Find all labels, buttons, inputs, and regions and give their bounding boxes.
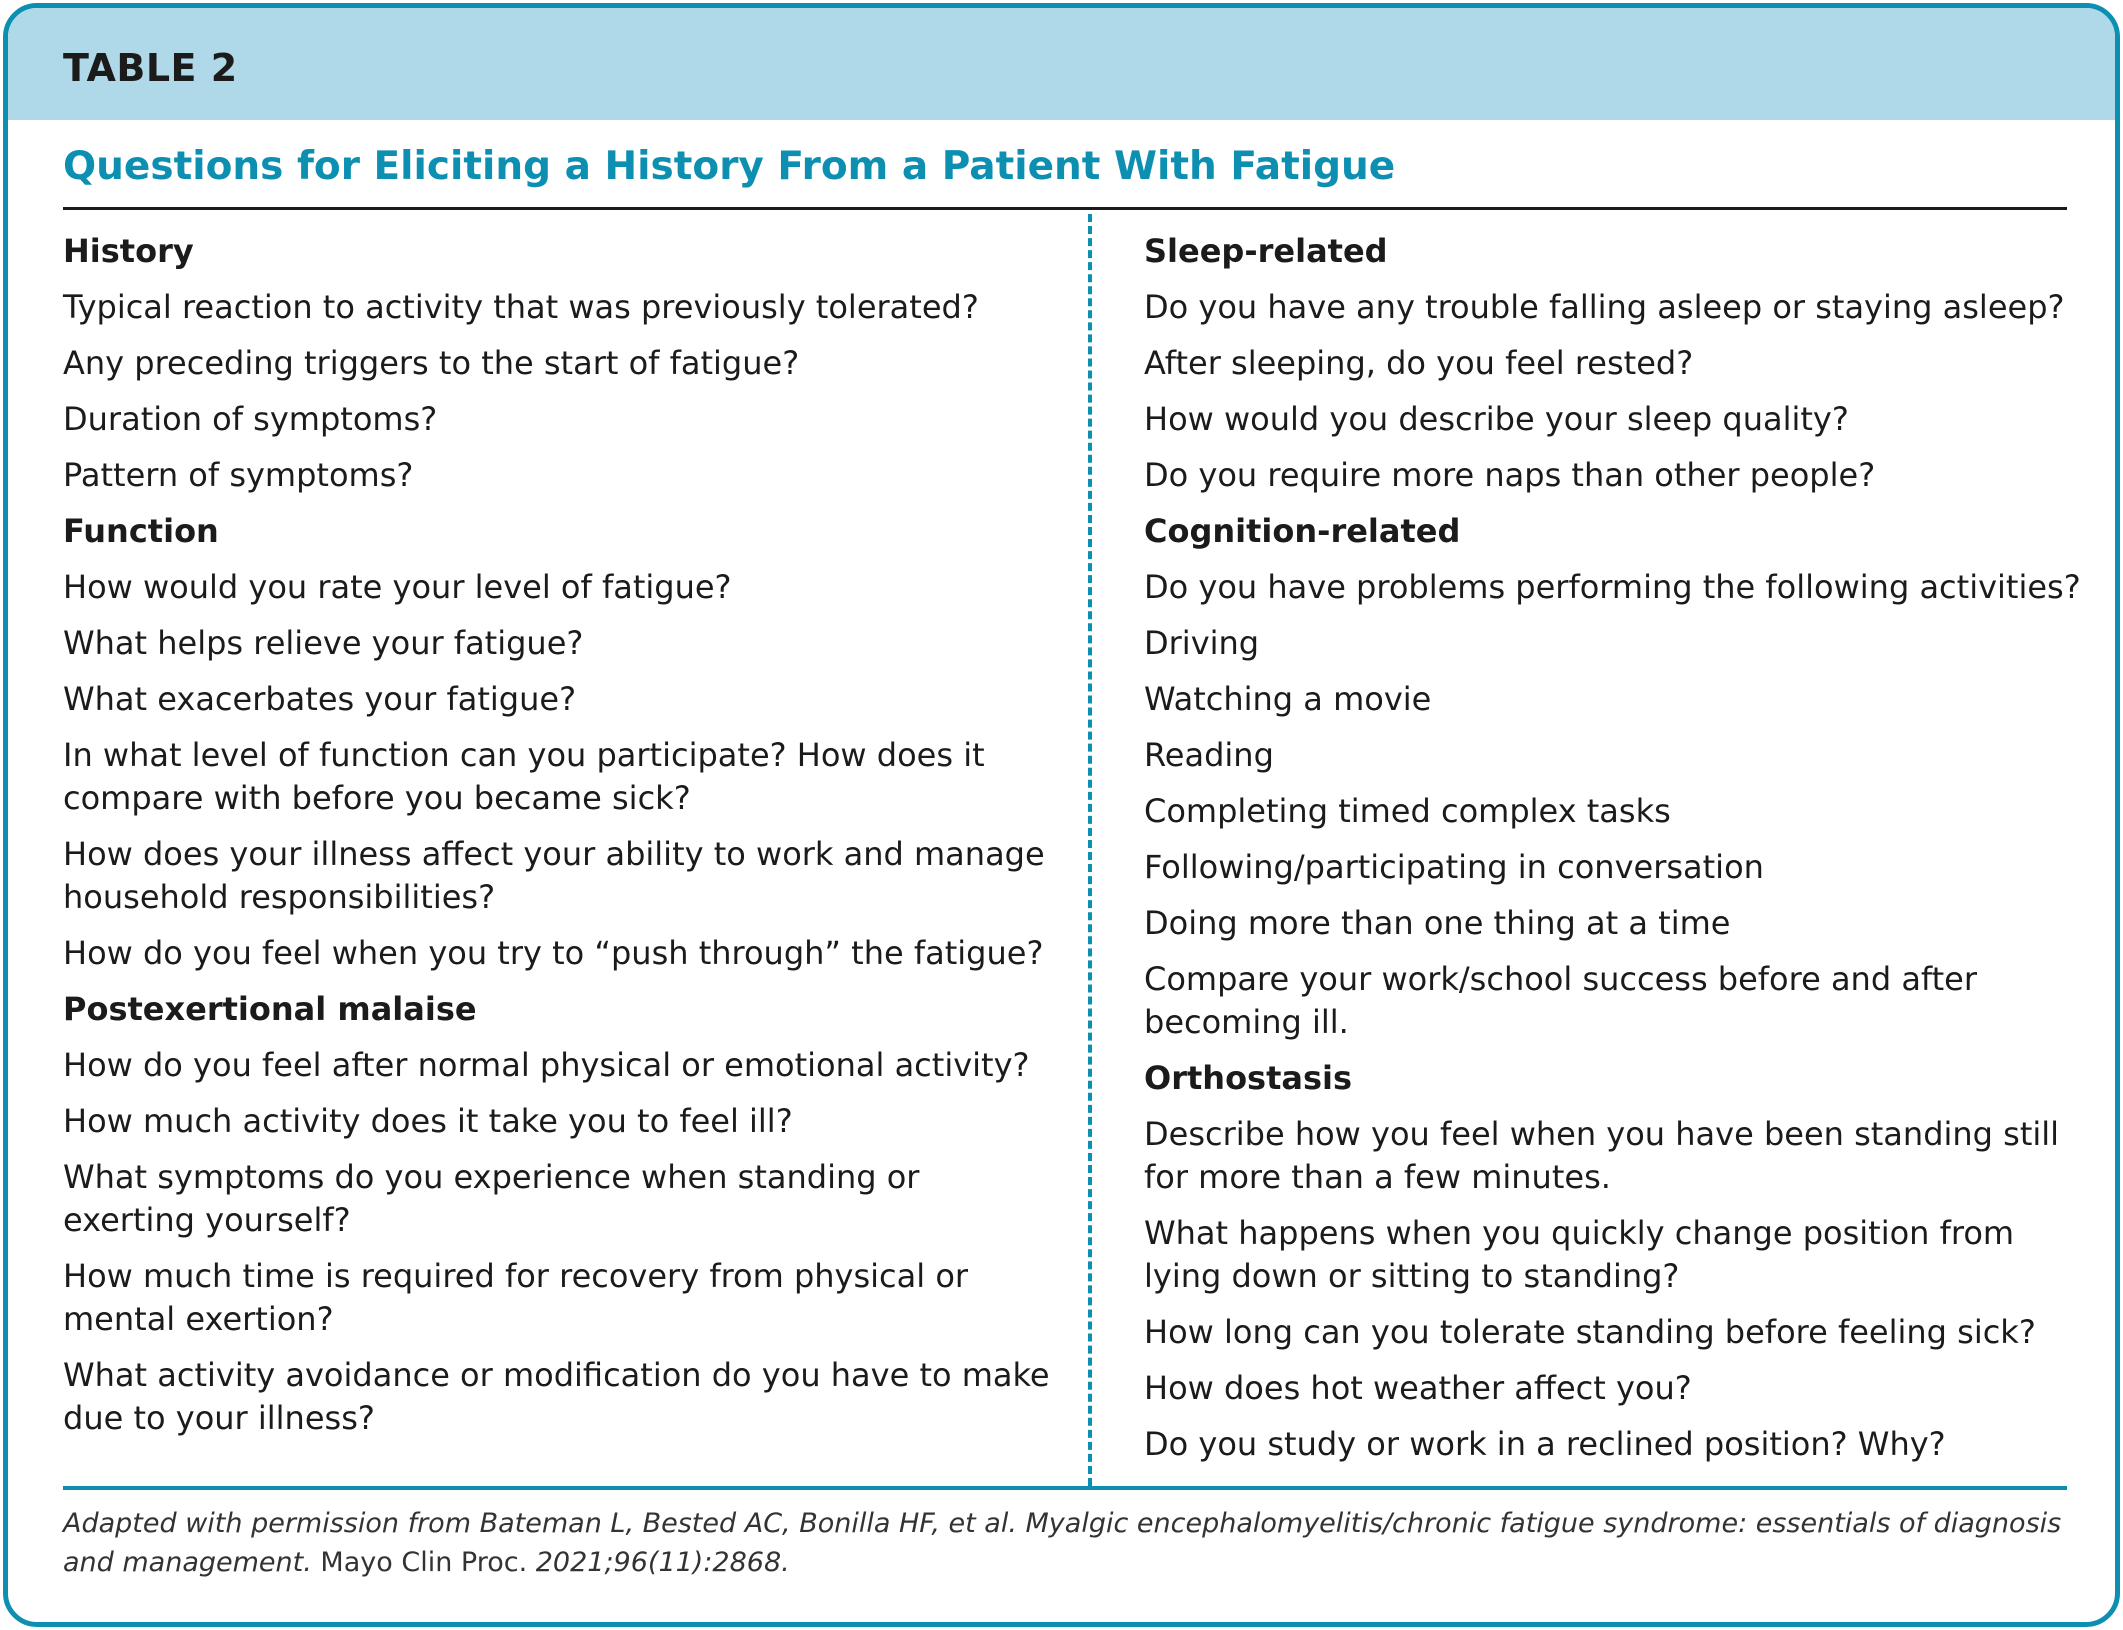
left-column (63, 230, 1053, 1453)
question-item: How much time is required for recovery from physical or mental exertion? (63, 1257, 969, 1338)
column-divider (1088, 214, 1092, 1486)
question-item: Reading (1144, 736, 1274, 774)
question-item: How does hot weather affect you? (1144, 1369, 1692, 1407)
section-heading-sleep: Sleep-related (1144, 232, 1388, 270)
question-item: Any preceding triggers to the start of fatigue? (63, 344, 800, 382)
section-heading-orthostasis: Orthostasis (1144, 1059, 1353, 1097)
question-item: Duration of symptoms? (63, 400, 438, 438)
table-frame (3, 3, 2120, 1627)
question-item: What exacerbates your fatigue? (63, 680, 577, 718)
question-item: How does your illness affect your ability to work and manage household responsibilities? (63, 835, 1045, 916)
question-item: How do you feel after normal physical or emotional activity? (63, 1046, 1030, 1084)
question-item: Do you study or work in a reclined position? Why? (1144, 1425, 1946, 1463)
source-footnote (63, 1504, 2073, 1582)
footnote-volume: 2021;96(11):2868. (527, 1547, 790, 1578)
question-item: How long can you tolerate standing before feeling sick? (1144, 1313, 2036, 1351)
section-heading-postexertional-malaise: Postexertional malaise (63, 990, 477, 1028)
table-label: TABLE 2 (63, 46, 238, 90)
right-column (1144, 230, 2084, 1479)
question-item: Describe how you feel when you have been standing still for more than a few minutes. (1144, 1115, 2060, 1196)
question-item: How do you feel when you try to “push through” the fatigue? (63, 934, 1044, 972)
question-item: How would you describe your sleep quality? (1144, 400, 1849, 438)
question-item: Following/participating in conversation (1144, 848, 1764, 886)
footnote-journal: Mayo Clin Proc. (320, 1547, 528, 1578)
section-heading-cognition: Cognition-related (1144, 512, 1461, 550)
question-item: After sleeping, do you feel rested? (1144, 344, 1694, 382)
question-item: How would you rate your level of fatigue? (63, 568, 732, 606)
question-item: Driving (1144, 624, 1260, 662)
question-item: Typical reaction to activity that was previously tolerated? (63, 288, 979, 326)
question-item: What happens when you quickly change position from lying down or sitting to standing? (1144, 1214, 2015, 1295)
question-item: In what level of function can you participate? How does it compare with before you became sick? (63, 736, 985, 817)
table-title: Questions for Eliciting a History From a Patient With Fatigue (63, 144, 1396, 189)
question-item: Pattern of symptoms? (63, 456, 414, 494)
question-item: What helps relieve your fatigue? (63, 624, 584, 662)
question-item: What symptoms do you experience when standing or exerting yourself? (63, 1158, 920, 1239)
footnote-citation: Adapted with permission from Bateman L, Bested AC, Bonilla HF, et al. Myalgic encephalomyelitis/chronic fatigue syndrome: essentials of diagnosis and management. (63, 1508, 2062, 1578)
question-item: How much activity does it take you to feel ill? (63, 1102, 793, 1140)
question-item: Completing timed complex tasks (1144, 792, 1671, 830)
bottom-rule (63, 1486, 2067, 1490)
question-item: Do you have problems performing the following activities? (1144, 568, 2081, 606)
question-item: What activity avoidance or modification do you have to make due to your illness? (63, 1356, 1050, 1437)
top-rule (63, 207, 2067, 210)
table-header-band (8, 8, 2115, 120)
question-item: Watching a movie (1144, 680, 1432, 718)
question-item: Compare your work/school success before and after becoming ill. (1144, 960, 1978, 1041)
section-heading-history: History (63, 232, 194, 270)
question-item: Do you have any trouble falling asleep or staying asleep? (1144, 288, 2065, 326)
question-item: Do you require more naps than other people? (1144, 456, 1876, 494)
section-heading-function: Function (63, 512, 219, 550)
question-item: Doing more than one thing at a time (1144, 904, 1731, 942)
